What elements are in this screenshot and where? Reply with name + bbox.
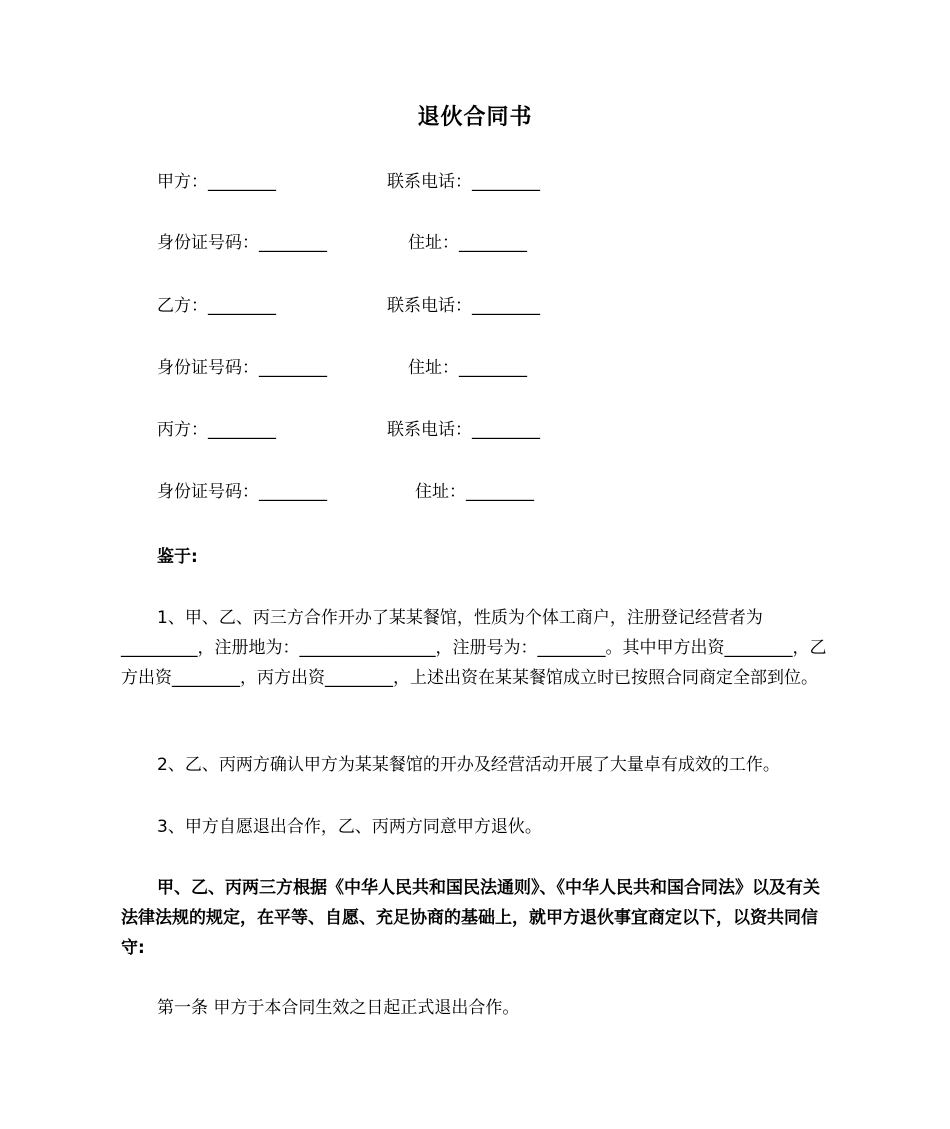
party-b-name: 乙方：________ bbox=[157, 296, 276, 316]
party-c-name: 丙方：________ bbox=[157, 420, 276, 440]
clause-2: 2、乙、丙两方确认甲方为某某餐馆的开办及经营活动开展了大量卓有成效的工作。 bbox=[157, 755, 780, 775]
party-a-address: 住址：________ bbox=[408, 233, 527, 253]
party-c-phone: 联系电话：________ bbox=[387, 420, 540, 440]
document-title: 退伙合同书 bbox=[417, 105, 533, 130]
article-1: 第一条 甲方于本合同生效之日起正式退出合作。 bbox=[157, 998, 520, 1018]
party-c-id: 身份证号码：________ bbox=[157, 482, 327, 502]
party-b-id: 身份证号码：________ bbox=[157, 358, 327, 378]
clause-3: 3、甲方自愿退出合作，乙、丙两方同意甲方退伙。 bbox=[157, 817, 542, 837]
clause-1: 1、甲、乙、丙三方合作开办了某某餐馆，性质为个体工商户，注册登记经营者为_________，注册地为：________________，注册号为：________。其中甲方出资________，乙方出资________，丙方出资________，上述出资在某某餐馆成立时已按照合同商定全部到位。 bbox=[121, 608, 827, 688]
party-a-phone: 联系电话：________ bbox=[387, 172, 540, 192]
whereas-heading: 鉴于: bbox=[157, 547, 198, 567]
party-c-address: 住址：________ bbox=[415, 482, 534, 502]
party-b-phone: 联系电话：________ bbox=[387, 296, 540, 316]
party-a-id: 身份证号码：________ bbox=[157, 233, 327, 253]
party-a-name: 甲方：________ bbox=[157, 172, 276, 192]
party-b-address: 住址：________ bbox=[408, 358, 527, 378]
agreement-paragraph: 甲、乙、丙两三方根据《中华人民共和国民法通则》、《中华人民共和国合同法》以及有关法律法规的规定，在平等、自愿、充足协商的基础上，就甲方退伙事宜商定以下，以资共同信守: bbox=[121, 878, 820, 958]
